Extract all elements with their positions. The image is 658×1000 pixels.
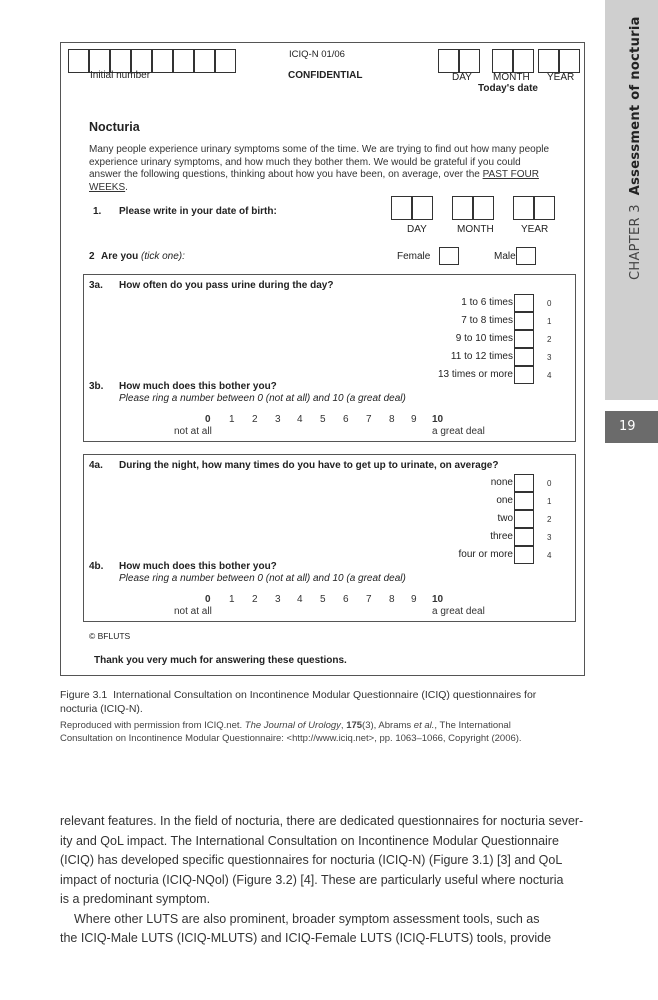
option-checkbox[interactable]: [514, 492, 534, 510]
option-checkbox[interactable]: [514, 330, 534, 348]
date-year-label: YEAR: [547, 72, 575, 83]
scale-number[interactable]: 1: [229, 414, 235, 425]
intro-line: experience urinary symptoms, and how much they bother them. We would be grateful if you could: [89, 156, 521, 168]
form-id: ICIQ-N 01/06: [289, 49, 345, 60]
option-code: 1: [547, 317, 552, 326]
scale-number[interactable]: 5: [320, 594, 326, 605]
option-label: two: [497, 513, 513, 524]
date-day-label: DAY: [452, 72, 472, 83]
body-line: the ICIQ-Male LUTS (ICIQ-MLUTS) and ICIQ-Female LUTS (ICIQ-FLUTS) tools, provide: [60, 931, 552, 945]
credit-line: Reproduced with permission from ICIQ.net. The Journal of Urology, 175(3), Abrams et al., The International: [60, 720, 511, 731]
digit-box[interactable]: [391, 196, 412, 220]
scale-min-label: not at all: [174, 606, 212, 617]
option-checkbox[interactable]: [514, 528, 534, 546]
chapter-title: Assessment of nocturia: [628, 16, 643, 196]
copyright-notice: © BFLUTS: [89, 631, 131, 641]
option-checkbox[interactable]: [514, 546, 534, 564]
male-checkbox[interactable]: [516, 247, 536, 265]
scale-number[interactable]: 3: [275, 594, 281, 605]
q4a-number: 4a.: [89, 460, 103, 471]
form-intro: [89, 144, 567, 194]
option-label: 7 to 8 times: [461, 315, 513, 326]
scale-max-label: a great deal: [432, 606, 485, 617]
caption-line: Figure 3.1 International Consultation on Incontinence Modular Questionnaire (ICIQ) questionnaires for: [60, 689, 537, 701]
scale-number[interactable]: 4: [297, 414, 303, 425]
dob-year-label: YEAR: [521, 224, 549, 235]
intro-line: WEEKS.: [89, 181, 128, 193]
scale-number[interactable]: 7: [366, 414, 372, 425]
digit-box[interactable]: [152, 49, 173, 73]
question-4-section: [83, 454, 576, 622]
digit-box[interactable]: [473, 196, 494, 220]
q4b-number: 4b.: [89, 561, 104, 572]
dob-day-label: DAY: [407, 224, 427, 235]
q4a-text: During the night, how many times do you have to get up to urinate, on average?: [119, 460, 499, 471]
digit-box[interactable]: [412, 196, 433, 220]
q1-number: 1.: [93, 206, 102, 217]
body-line: Where other LUTS are also prominent, broader symptom assessment tools, such as: [74, 911, 540, 926]
scale-number[interactable]: 4: [297, 594, 303, 605]
iciq-n-form: [60, 42, 585, 676]
scale-number[interactable]: 8: [389, 594, 395, 605]
option-code: 1: [547, 497, 552, 506]
option-label: 9 to 10 times: [455, 333, 513, 344]
digit-box[interactable]: [438, 49, 459, 73]
dob-month-label: MONTH: [457, 224, 494, 235]
thank-you-text: Thank you very much for answering these questions.: [94, 655, 347, 666]
q3b-hint: Please ring a number between 0 (not at all) and 10 (a great deal): [119, 393, 406, 404]
scale-number[interactable]: 0: [205, 594, 211, 605]
chapter-label: CHAPTER 3: [628, 204, 643, 280]
page-number: 19: [619, 419, 636, 434]
digit-box[interactable]: [534, 196, 555, 220]
scale-number[interactable]: 2: [252, 594, 258, 605]
option-code: 0: [547, 479, 552, 488]
female-label: Female: [397, 251, 431, 262]
q3b-text: How much does this bother you?: [119, 381, 277, 392]
digit-box[interactable]: [492, 49, 513, 73]
date-month-label: MONTH: [493, 72, 530, 83]
confidential-label: CONFIDENTIAL: [288, 70, 363, 81]
option-checkbox[interactable]: [514, 348, 534, 366]
scale-number[interactable]: 9: [411, 414, 417, 425]
scale-number[interactable]: 6: [343, 594, 349, 605]
digit-box[interactable]: [173, 49, 194, 73]
body-line: ity and QoL impact. The International Consultation on Incontinence Modular Questionnaire: [60, 833, 559, 848]
option-label: 11 to 12 times: [450, 351, 513, 362]
option-checkbox[interactable]: [514, 510, 534, 528]
figure-label: Figure 3.1: [60, 689, 108, 701]
scale-min-label: not at all: [174, 426, 212, 437]
intro-underline: PAST FOUR: [482, 169, 539, 180]
scale-number[interactable]: 2: [252, 414, 258, 425]
option-label: three: [490, 531, 513, 542]
option-code: 3: [547, 533, 552, 542]
intro-line: answer the following questions, thinking about how you have been, on average, over the PAST FOUR: [89, 169, 539, 180]
male-label: Male: [494, 251, 516, 262]
q4b-hint: Please ring a number between 0 (not at all) and 10 (a great deal): [119, 573, 406, 584]
digit-box[interactable]: [513, 196, 534, 220]
option-label: one: [496, 495, 513, 506]
digit-box[interactable]: [538, 49, 559, 73]
credit-line: Consultation on Incontinence Modular Questionnaire: <http://www.iciq.net>, pp. 1063–1066, Copyright (2006).: [60, 733, 522, 744]
option-checkbox[interactable]: [514, 312, 534, 330]
body-line: is a predominant symptom.: [60, 892, 211, 906]
digit-box[interactable]: [215, 49, 236, 73]
scale-number[interactable]: 3: [275, 414, 281, 425]
chapter-title-vertical: [628, 16, 648, 380]
q2-number: 2: [89, 251, 95, 262]
body-text: [60, 812, 600, 949]
scale-number[interactable]: 10: [432, 414, 444, 425]
q1-text: Please write in your date of birth:: [119, 206, 277, 217]
option-code: 0: [547, 299, 552, 308]
q3a-text: How often do you pass urine during the day?: [119, 280, 334, 291]
scale-number[interactable]: 6: [343, 414, 349, 425]
caption-line: nocturia (ICIQ-N).: [60, 703, 143, 715]
question-3-section: [83, 274, 576, 442]
body-line: impact of nocturia (ICIQ-NQol) (Figure 3.2) [4]. These are particularly useful where nocturia: [60, 872, 564, 887]
scale-number[interactable]: 1: [229, 594, 235, 605]
option-label: 13 times or more: [437, 369, 513, 380]
scale-number[interactable]: 9: [411, 594, 417, 605]
option-code: 4: [547, 551, 552, 560]
q4b-text: How much does this bother you?: [119, 561, 277, 572]
option-label: 1 to 6 times: [461, 297, 513, 308]
option-code: 4: [547, 371, 552, 380]
scale-number[interactable]: 8: [389, 414, 395, 425]
option-checkbox[interactable]: [514, 474, 534, 492]
intro-line: Many people experience urinary symptoms some of the time. We are trying to find out how many people: [89, 144, 550, 155]
digit-box[interactable]: [513, 49, 534, 73]
option-label: four or more: [458, 549, 513, 560]
option-code: 3: [547, 353, 552, 362]
figure-credit: [60, 719, 605, 745]
digit-box[interactable]: [452, 196, 473, 220]
body-line: (ICIQ) has developed specific questionnaires for nocturia (ICIQ-N) (Figure 3.1) [3] and QoL: [60, 853, 563, 867]
scale-number[interactable]: 10: [432, 594, 444, 605]
digit-box[interactable]: [68, 49, 89, 73]
scale-number[interactable]: 5: [320, 414, 326, 425]
initial-number-label: Initial number: [90, 70, 151, 81]
todays-date-label: Today's date: [478, 83, 538, 94]
figure-caption: [60, 688, 600, 716]
digit-box[interactable]: [559, 49, 580, 73]
digit-box[interactable]: [194, 49, 215, 73]
option-code: 2: [547, 515, 552, 524]
option-checkbox[interactable]: [514, 366, 534, 384]
body-line: relevant features. In the field of nocturia, there are dedicated questionnaires for nocturia sever-: [60, 814, 584, 828]
scale-number[interactable]: 7: [366, 594, 372, 605]
scale-max-label: a great deal: [432, 426, 485, 437]
q3b-number: 3b.: [89, 381, 104, 392]
scale-number[interactable]: 0: [205, 414, 211, 425]
female-checkbox[interactable]: [439, 247, 459, 265]
digit-box[interactable]: [459, 49, 480, 73]
form-heading: Nocturia: [89, 120, 140, 134]
page-number-tab: [605, 411, 658, 443]
q3a-number: 3a.: [89, 280, 103, 291]
q2-text: Are you (tick one):: [101, 251, 185, 262]
option-checkbox[interactable]: [514, 294, 534, 312]
option-label: none: [490, 477, 513, 488]
option-code: 2: [547, 335, 552, 344]
